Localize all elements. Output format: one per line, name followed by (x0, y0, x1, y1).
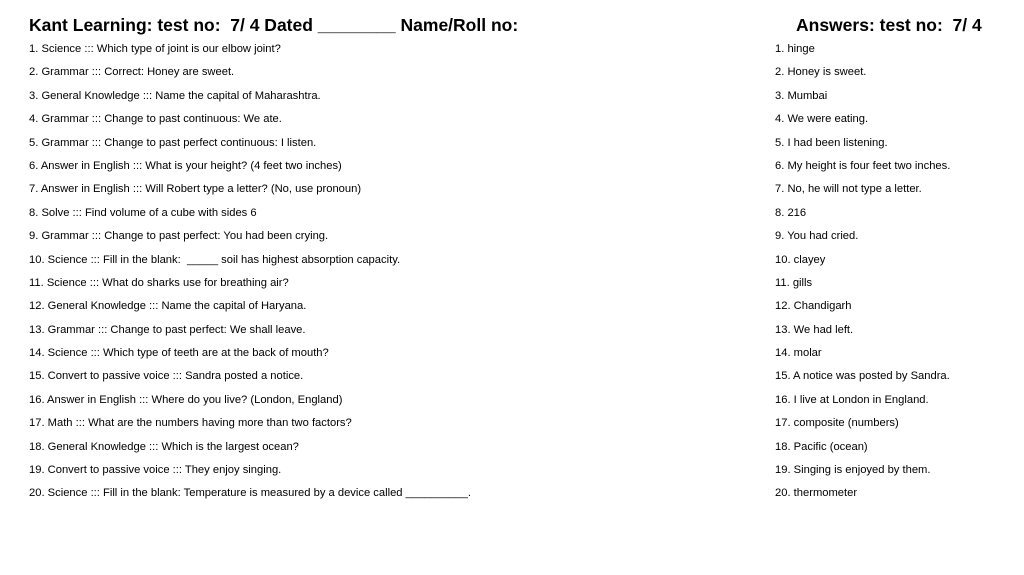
answer-item: 14. molar (775, 347, 822, 360)
answer-item: 19. Singing is enjoyed by them. (775, 464, 931, 477)
question-item: 10. Science ::: Fill in the blank: _____ soil has highest absorption capacity. (29, 253, 401, 266)
answer-item: 7. No, he will not type a letter. (775, 183, 922, 196)
answer-item: 18. Pacific (ocean) (775, 440, 868, 453)
question-item: 3. General Knowledge ::: Name the capital of Maharashtra. (29, 89, 321, 102)
question-item: 5. Grammar ::: Change to past perfect continuous: I listen. (29, 136, 317, 149)
question-item: 11. Science ::: What do sharks use for breathing air? (29, 276, 289, 289)
answer-item: 3. Mumbai (775, 89, 828, 102)
answer-list (775, 41, 1015, 509)
question-item: 4. Grammar ::: Change to past continuous: We ate. (29, 113, 282, 126)
question-item: 20. Science ::: Fill in the blank: Temperature is measured by a device called __________. (29, 487, 471, 500)
question-item: 9. Grammar ::: Change to past perfect: You had been crying. (29, 230, 329, 243)
answer-item: 5. I had been listening. (775, 136, 888, 149)
question-item: 8. Solve ::: Find volume of a cube with sides 6 (29, 206, 257, 219)
answer-item: 2. Honey is sweet. (775, 66, 867, 79)
answer-item: 11. gills (775, 276, 813, 289)
answer-item: 12. Chandigarh (775, 300, 852, 313)
answer-item: 8. 216 (775, 206, 807, 219)
answer-item: 17. composite (numbers) (775, 417, 899, 430)
answer-item: 10. clayey (775, 253, 826, 266)
question-item: 2. Grammar ::: Correct: Honey are sweet. (29, 66, 235, 79)
answer-item: 15. A notice was posted by Sandra. (775, 370, 950, 383)
answer-item: 16. I live at London in England. (775, 393, 929, 406)
answer-item: 1. hinge (775, 43, 815, 55)
question-item: 12. General Knowledge ::: Name the capital of Haryana. (29, 300, 307, 313)
question-item: 19. Convert to passive voice ::: They enjoy singing. (29, 464, 282, 477)
question-item: 18. General Knowledge ::: Which is the largest ocean? (29, 440, 299, 453)
answers-title: Answers: test no: 7/ 4 (796, 15, 982, 35)
question-item: 16. Answer in English ::: Where do you live? (London, England) (29, 393, 343, 406)
answer-item: 6. My height is four feet two inches. (775, 159, 951, 172)
question-item: 7. Answer in English ::: Will Robert type a letter? (No, use pronoun) (29, 183, 362, 196)
question-item: 17. Math ::: What are the numbers having more than two factors? (29, 417, 352, 430)
question-list (29, 41, 759, 509)
question-item: 13. Grammar ::: Change to past perfect: We shall leave. (29, 323, 306, 336)
question-item: 14. Science ::: Which type of teeth are at the back of mouth? (29, 347, 329, 360)
question-item: 6. Answer in English ::: What is your height? (4 feet two inches) (29, 159, 342, 172)
answer-item: 4. We were eating. (775, 113, 869, 126)
answer-item: 9. You had cried. (775, 230, 859, 243)
question-item: 1. Science ::: Which type of joint is our elbow joint? (29, 43, 281, 55)
test-title: Kant Learning: test no: 7/ 4 Dated ________ Name/Roll no: (29, 15, 519, 35)
answer-item: 13. We had left. (775, 323, 854, 336)
answer-item: 20. thermometer (775, 487, 858, 500)
question-item: 15. Convert to passive voice ::: Sandra posted a notice. (29, 370, 304, 383)
